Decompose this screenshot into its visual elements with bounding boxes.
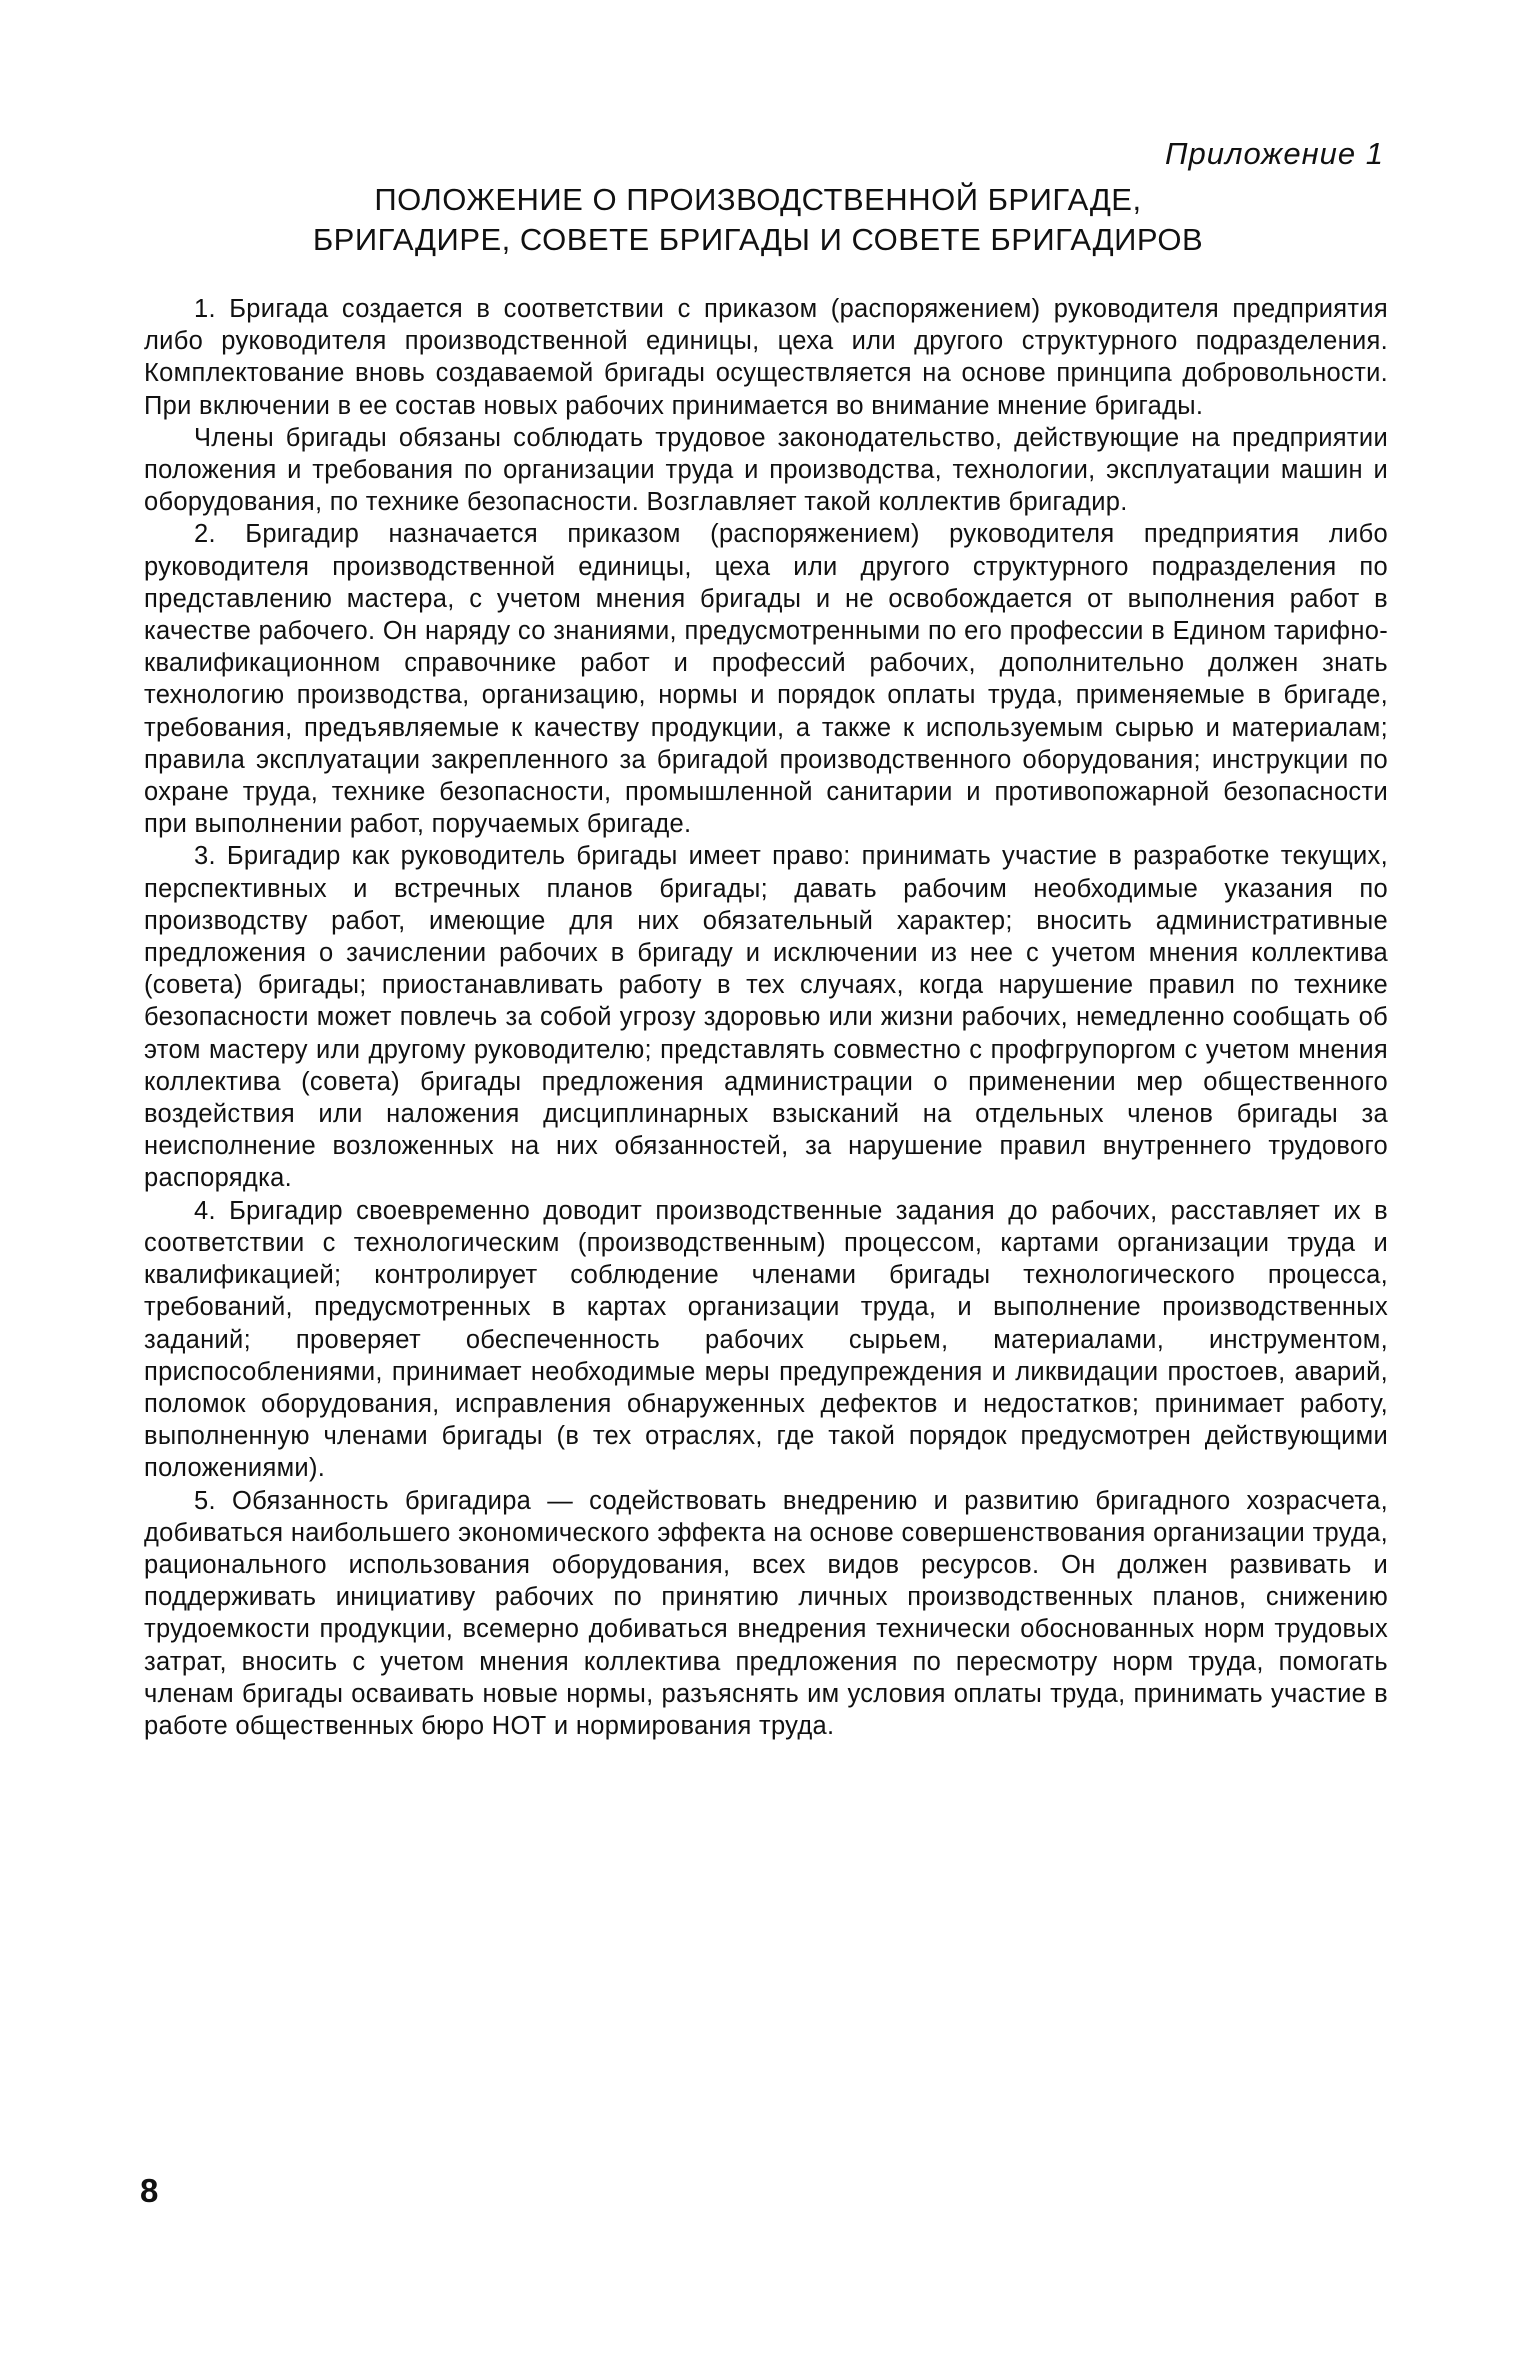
document-title-line-2: БРИГАДИРЕ, СОВЕТЕ БРИГАДЫ И СОВЕТЕ БРИГАДИРОВ (312, 222, 1204, 257)
page-number: 8 (140, 2172, 159, 2209)
paragraph-2: 2. Бригадир назначается приказом (распоряжением) руководителя предприятия либо руководителя производственной единицы, цеха или другого структурного подразделения по представлению мастера, с учетом мнения бригады и не освобождается от выполнения работ в качестве рабочего. Он наряду со знаниями, предусмотренными по его профессии в Едином тарифно-квалификационном справочнике работ и профессий рабочих, дополнительно должен знать технологию производства, организацию, нормы и порядок оплаты труда, применяемые в бригаде, требования, предъявляемые к качеству продукции, а также к используемым сырью и материалам; правила эксплуатации закрепленного за бригадой производственного оборудования; инструкции по охране труда, технике безопасности, промышленной санитарии и противопожарной безопасности при выполнении работ, поручаемых бригаде. (144, 520, 1388, 839)
appendix-label: Приложение 1 (1165, 136, 1384, 171)
paragraph-4: 4. Бригадир своевременно доводит производственные задания до рабочих, расставляет их в соответствии с технологическим (производственным) процессом, картами организации труда и квалификацией; контролирует соблюдение членами бригады технологического процесса, требований, предусмотренных в картах организации труда, и выполнение производственных заданий; проверяет обеспеченность рабочих сырьем, материалами, инструментом, приспособлениями, принимает необходимые меры предупреждения и ликвидации простоев, аварий, поломок оборудования, исправления обнаруженных дефектов и недостатков; принимает работу, выполненную членами бригады (в тех отраслях, где такой порядок предусмотрен действующими положениями). (144, 1196, 1388, 1483)
document-body (144, 293, 1388, 1742)
document-title (138, 180, 1378, 260)
paragraph-members: Члены бригады обязаны соблюдать трудовое законодательство, действующие на предприятии положения и требования по организации труда и производства, технологии, эксплуатации машин и оборудования, по технике безопасности. Возглавляет такой коллектив бригадир. (144, 423, 1388, 517)
paragraph-3: 3. Бригадир как руководитель бригады имеет право: принимать участие в разработке текущих, перспективных и встречных планов бригады; давать рабочим необходимые указания по производству работ, имеющие для них обязательный характер; вносить административные предложения о зачислении рабочих в бригаду и исключении из нее с учетом мнения коллектива (совета) бригады; приостанавливать работу в тех случаях, когда нарушение правил по технике безопасности может повлечь за собой угрозу здоровью или жизни рабочих, немедленно сообщать об этом мастеру или другому руководителю; представлять совместно с профгрупоргом с учетом мнения коллектива (совета) бригады предложения администрации о применении мер общественного воздействия или наложения дисциплинарных взысканий на отдельных членов бригады за неисполнение возложенных на них обязанностей, за нарушение правил внутреннего трудового распорядка. (144, 842, 1388, 1193)
paragraph-5: 5. Обязанность бригадира — содействовать внедрению и развитию бригадного хозрасчета, добиваться наибольшего экономического эффекта на основе совершенствования организации труда, рационального использования оборудования, всех видов ресурсов. Он должен развивать и поддерживать инициативу рабочих по принятию личных производственных планов, снижению трудоемкости продукции, всемерно добиваться внедрения технически обоснованных норм трудовых затрат, вносить с учетом мнения коллектива предложения по пересмотру норм труда, помогать членам бригады осваивать новые нормы, разъяснять им условия оплаты труда, принимать участие в работе общественных бюро НОТ и нормирования труда. (144, 1486, 1388, 1740)
paragraph-1: 1. Бригада создается в соответствии с приказом (распоряжением) руководителя предприятия либо руководителя производственной единицы, цеха или другого структурного подразделения. Комплектование вновь создаваемой бригады осуществляется на основе принципа добровольности. При включении в ее состав новых рабочих принимается во внимание мнение бригады. (144, 295, 1388, 420)
document-title-line-1: ПОЛОЖЕНИЕ О ПРОИЗВОДСТВЕННОЙ БРИГАДЕ, (374, 182, 1142, 217)
